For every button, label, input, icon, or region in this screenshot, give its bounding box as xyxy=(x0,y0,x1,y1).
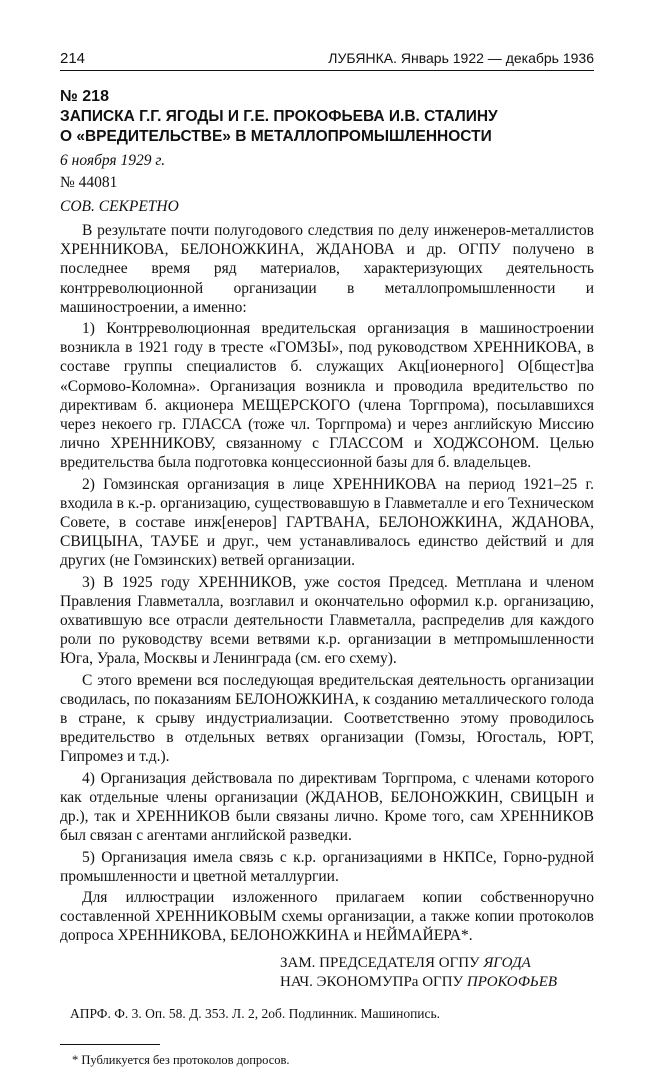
classification-mark: СОВ. СЕКРЕТНО xyxy=(60,198,179,215)
signatory-name: ЯГОДА xyxy=(483,954,531,971)
signature-block xyxy=(280,954,594,992)
paragraph: С этого времени вся последующая вредительская деятельность организации сводилась, по показаниям БЕЛОНОЖКИНА, к созданию металлического голода в стране, к срыву индустриализации. Соответственно этому проводилось вредительство в отдельных ветвях организации (Гомзы, Югосталь, ЮРТ, Гипромез и т.д.). xyxy=(60,671,594,766)
registration-number: № 44081 xyxy=(60,174,118,191)
document-title-line-1: ЗАПИСКА Г.Г. ЯГОДЫ И Г.Е. ПРОКОФЬЕВА И.В. СТАЛИНУ xyxy=(60,108,498,125)
document-body xyxy=(60,221,594,946)
paragraph: Для иллюстрации изложенного прилагаем копии собственноручно составленной ХРЕННИКОВЫМ схемы организации, а также копии протоколов допроса ХРЕННИКОВА, БЕЛОНОЖКИНА и НЕЙМАЙЕРА*. xyxy=(60,888,594,945)
document-page xyxy=(60,50,594,1068)
paragraph: 3) В 1925 году ХРЕННИКОВ, уже состоя Председ. Метплана и членом Правления Главметалла, возглавил и окончательно оформил к.р. организацию, охватившую все отрасли деятельности Главметалла, распределив для каждого роли по руководству всеми ветвями к.р. организации в метпромышленности Юга, Урала, Москвы и Ленинграда (см. его схему). xyxy=(60,573,594,668)
signatory-name: ПРОКОФЬЕВ xyxy=(466,973,558,990)
signature-line xyxy=(280,973,594,992)
paragraph: 2) Гомзинская организация в лице ХРЕННИКОВА на период 1921–25 г. входила в к.-р. организацию, существовавшую в Главметалле и его Техническом Совете, в составе инж[енеров] ГАРТВАНА, БЕЛОНОЖКИНА, ЖДАНОВА, СВИЦЫНА, ТАУБЕ и друг., чем устанавливалось единство действий и для других (не Гомзинских) ветвей организации. xyxy=(60,475,594,570)
footnote: * Публикуется без протоколов допросов. xyxy=(72,1052,290,1067)
running-header xyxy=(60,50,594,71)
document-title-line-2: О «ВРЕДИТЕЛЬСТВЕ» В МЕТАЛЛОПРОМЫШЛЕННОСТИ xyxy=(60,128,492,145)
document-date: 6 ноября 1929 г. xyxy=(60,152,166,169)
signatory-position: ЗАМ. ПРЕДСЕДАТЕЛЯ ОГПУ xyxy=(280,954,480,971)
running-title: ЛУБЯНКА. Январь 1922 — декабрь 1936 xyxy=(328,50,594,66)
paragraph: 1) Контрреволюционная вредительская организация в машиностроении возникла в 1921 году в тресте «ГОМЗЫ», под руководством ХРЕННИКОВА, в составе группы специалистов б. служащих Акц[ионерного] О[бщест]ва «Сормово-Коломна». Организация возникла и проводила вредительство по директивам б. акционера МЕЩЕРСКОГО (члена Торгпрома), посылавшихся через некоего гр. ГЛАССА (тоже чл. Торгпрома) и через английскую Миссию лично ХРЕННИКОВУ, связанному с ГЛАССОМ и ХОДЖСОНОМ. Целью вредительства была подготовка концессионной базы для б. владельцев. xyxy=(60,320,594,472)
paragraph: 4) Организация действовала по директивам Торгпрома, с членами которого как отдельные члены организации (ЖДАНОВ, БЕЛОНОЖКИН, СВИЦЫН и др.), так и ХРЕННИКОВ были связаны лично. Кроме того, сам ХРЕННИКОВ был связан с агентами английской разведки. xyxy=(60,769,594,845)
archive-reference: АПРФ. Ф. 3. Оп. 58. Д. 353. Л. 2, 2об. Подлинник. Машинопись. xyxy=(70,1005,441,1021)
paragraph: 5) Организация имела связь с к.р. организациями в НКПСе, Горно-рудной промышленности и цветной металлургии. xyxy=(60,848,594,885)
page-number: 214 xyxy=(60,50,86,67)
signatory-position: НАЧ. ЭКОНОМУПРа ОГПУ xyxy=(280,973,464,990)
footnote-divider xyxy=(60,1044,160,1045)
paragraph: В результате почти полугодового следствия по делу инженеров-металлистов ХРЕННИКОВА, БЕЛОНОЖКИНА, ЖДАНОВА и др. ОГПУ получено в последнее время ряд материалов, характеризующих деятельность контрреволюционной организации в металлопромышленности и машиностроении, а именно: xyxy=(60,222,594,316)
signature-line xyxy=(280,954,594,973)
document-number: № 218 xyxy=(60,88,109,105)
